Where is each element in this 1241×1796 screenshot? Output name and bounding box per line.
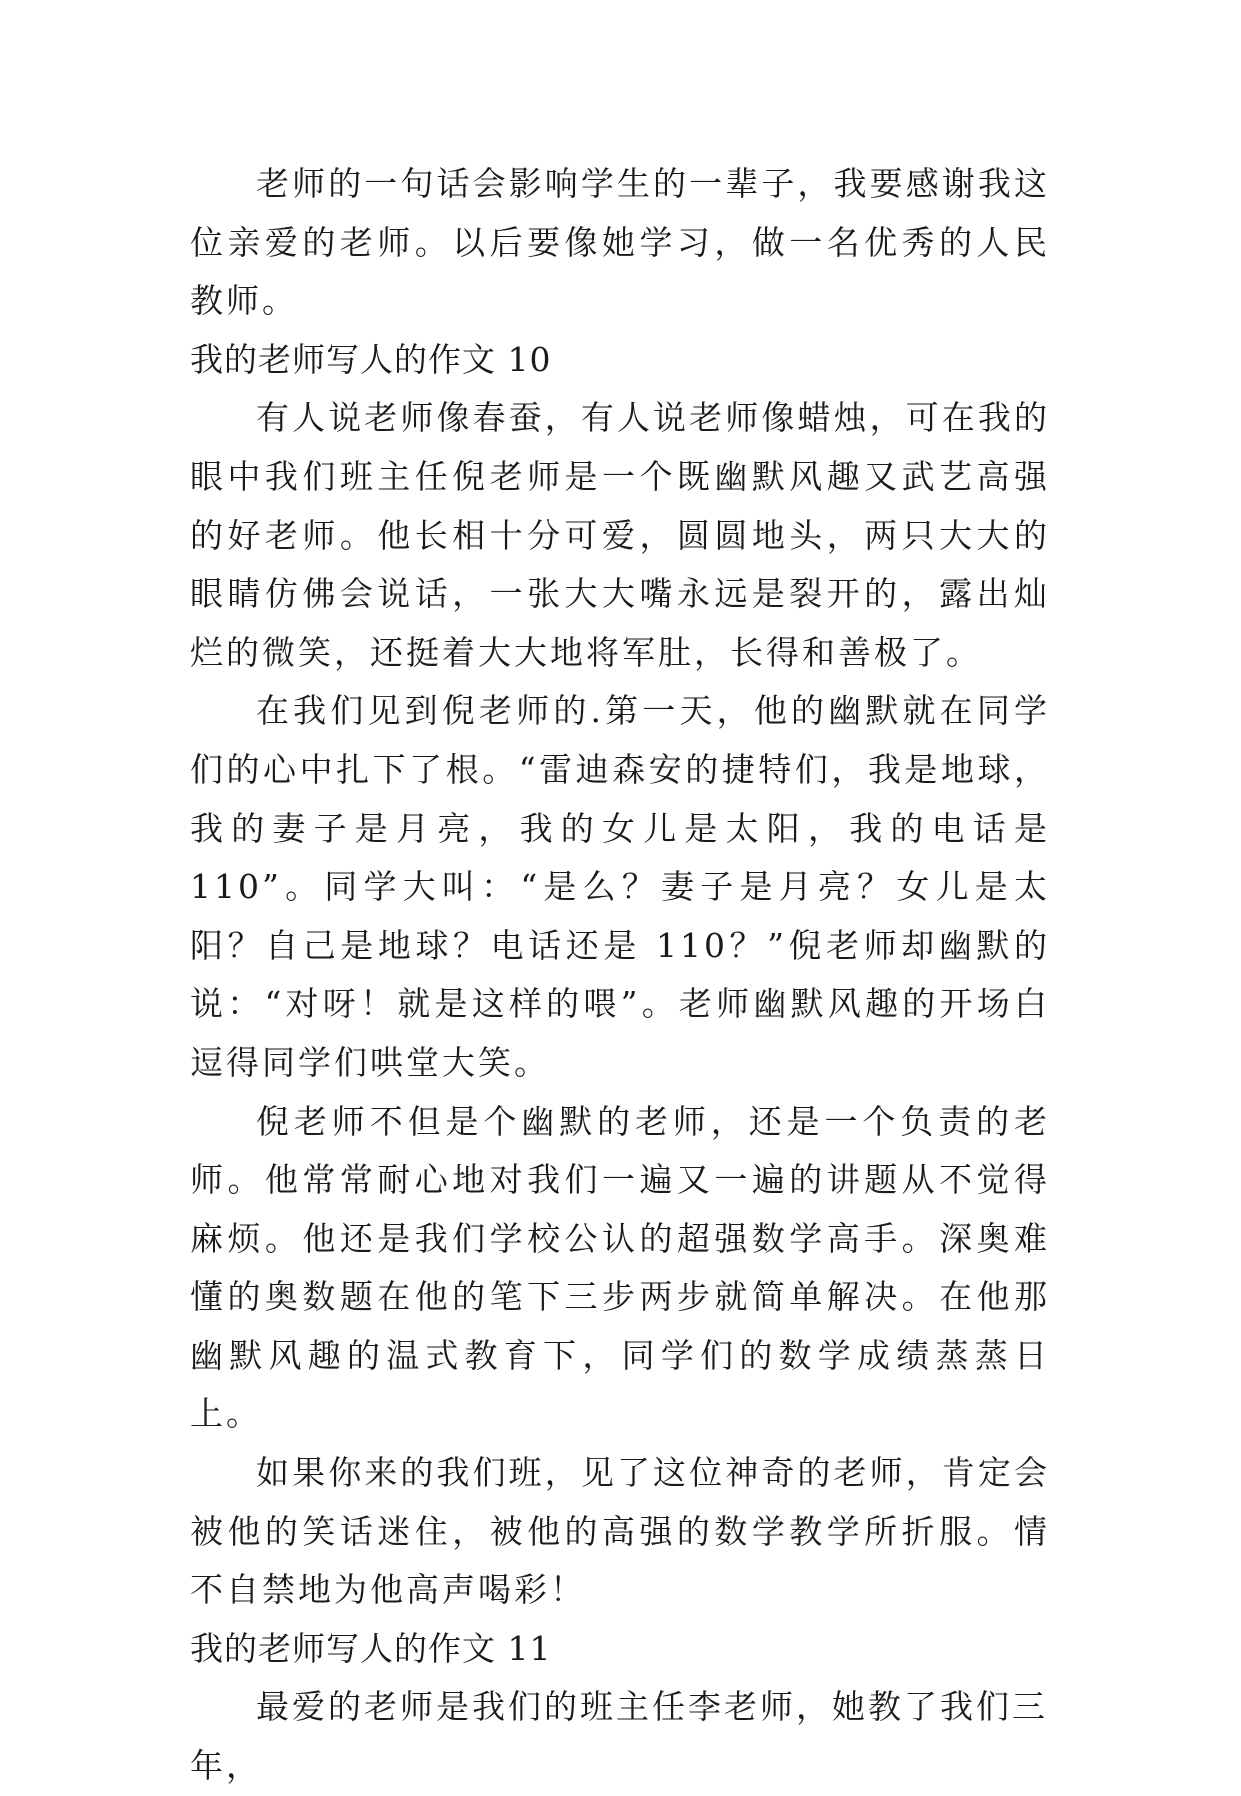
document-body	[190, 155, 1050, 1796]
paragraph-responsible-teacher: 倪老师不但是个幽默的老师，还是一个负责的老师。他常常耐心地对我们一遍又一遍的讲题从不觉得麻烦。他还是我们学校公认的超强数学高手。深奥难懂的奥数题在他的笔下三步两步就简单解决。在他那幽默风趣的温式教育下，同学们的数学成绩蒸蒸日上。	[190, 1101, 1050, 1434]
paragraph-admiration: 如果你来的我们班，见了这位神奇的老师，肯定会被他的笑话迷住，被他的高强的数学教学所折服。情不自禁地为他高声喝彩！	[190, 1453, 1050, 1610]
essay-11-title: 我的老师写人的作文 11	[190, 1628, 552, 1668]
essay-10-title: 我的老师写人的作文 10	[190, 339, 552, 379]
paragraph-gratitude: 老师的一句话会影响学生的一辈子，我要感谢我这位亲爱的老师。以后要像她学习，做一名优秀的人民教师。	[190, 164, 1050, 321]
paragraph-teacher-appearance: 有人说老师像春蚕，有人说老师像蜡烛，可在我的眼中我们班主任倪老师是一个既幽默风趣又武艺高强的好老师。他长相十分可爱，圆圆地头，两只大大的眼睛仿佛会说话，一张大大嘴永远是裂开的，露出灿烂的微笑，还挺着大大地将军肚，长得和善极了。	[190, 398, 1050, 672]
paragraph-first-day-humor: 在我们见到倪老师的.第一天，他的幽默就在同学们的心中扎下了根。“雷迪森安的捷特们，我是地球，我的妻子是月亮，我的女儿是太阳，我的电话是 110”。同学大叫：“是么？妻子是月亮？女儿是太阳？自己是地球？电话还是 110？”倪老师却幽默的说：“对呀！就是这样的喂”。老师幽默风趣的开场白逗得同学们哄堂大笑。	[190, 691, 1050, 1082]
paragraph-teacher-li: 最爱的老师是我们的班主任李老师，她教了我们三年，	[190, 1687, 1048, 1786]
